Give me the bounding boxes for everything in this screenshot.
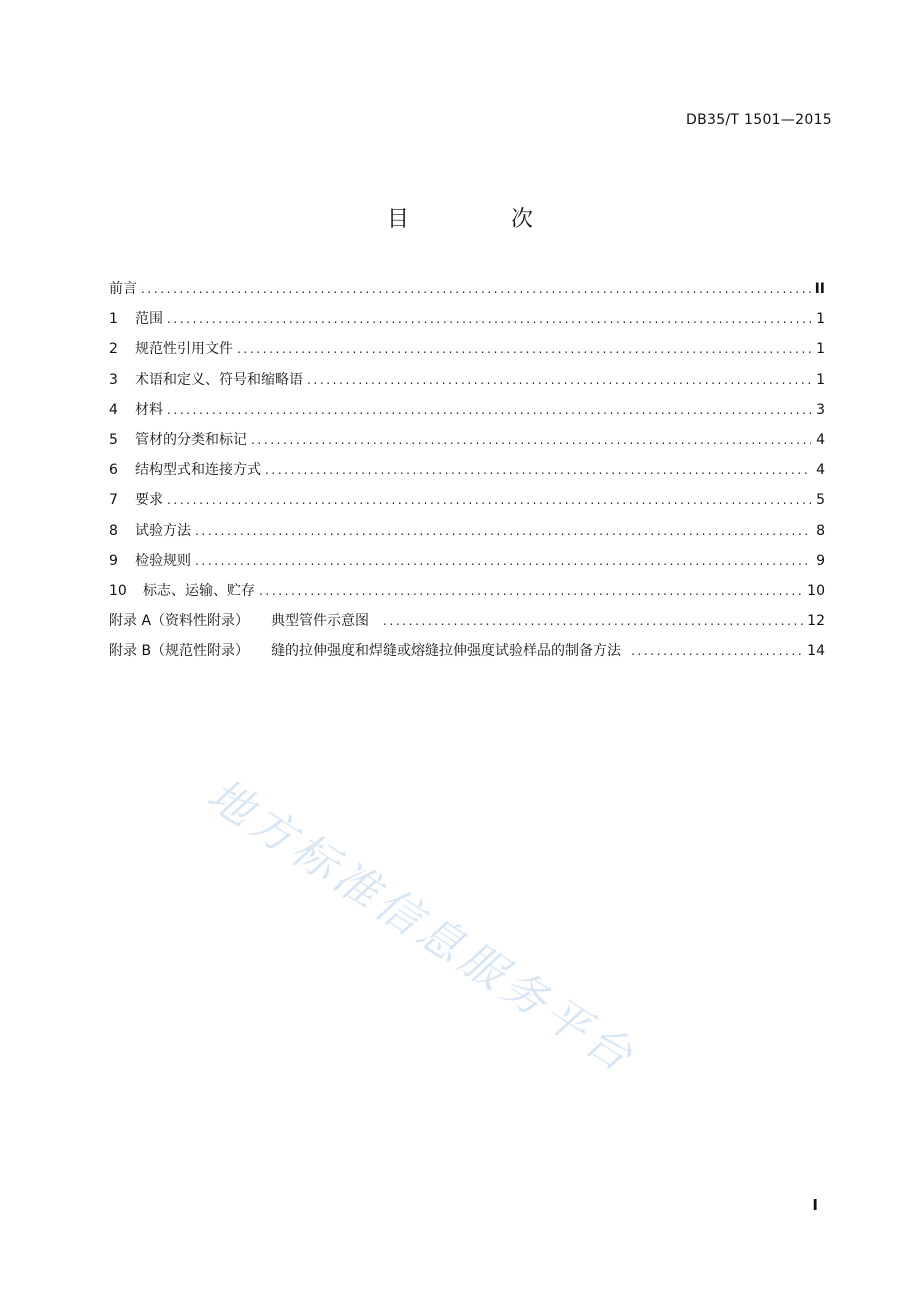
toc-entry-materials[interactable] bbox=[109, 399, 825, 429]
toc-entry-label: 结构型式和连接方式 bbox=[135, 462, 261, 479]
toc-entry-marking-transport[interactable] bbox=[109, 580, 825, 610]
toc-entry-page: 4 bbox=[816, 431, 825, 448]
toc-entry-number: 3 bbox=[109, 371, 118, 388]
toc-entry-label: 缝的拉伸强度和焊缝或熔缝拉伸强度试验样品的制备方法 bbox=[271, 643, 622, 660]
toc-entry-number: 附录 A（资料性附录） bbox=[109, 613, 250, 630]
toc-leader-dots bbox=[631, 644, 803, 658]
toc-leader-dots bbox=[195, 524, 811, 538]
toc-entry-test-methods[interactable] bbox=[109, 520, 825, 550]
toc-entry-scope[interactable] bbox=[109, 308, 825, 338]
toc-leader-dots bbox=[167, 312, 811, 326]
toc-entry-classification[interactable] bbox=[109, 429, 825, 459]
toc-leader-dots bbox=[251, 433, 811, 447]
toc-leader-dots bbox=[383, 614, 803, 628]
toc-entry-page: 3 bbox=[816, 401, 825, 418]
toc-entry-number: 5 bbox=[109, 431, 118, 448]
toc-entry-label: 要求 bbox=[135, 492, 163, 509]
toc-entry-label: 管材的分类和标记 bbox=[135, 431, 247, 448]
toc-entry-structure[interactable] bbox=[109, 459, 825, 489]
toc-entry-terms[interactable] bbox=[109, 369, 825, 399]
toc-entry-number: 6 bbox=[109, 462, 118, 479]
toc-entry-label: 标志、运输、贮存 bbox=[143, 582, 255, 599]
toc-entry-page: 1 bbox=[816, 311, 825, 328]
standard-code: DB35/T 1501—2015 bbox=[686, 112, 832, 128]
toc-entry-annex-a[interactable] bbox=[109, 610, 825, 640]
toc-entry-annex-b[interactable] bbox=[109, 640, 825, 670]
page-title: 目 次 bbox=[386, 207, 573, 232]
toc-entry-number: 4 bbox=[109, 401, 118, 418]
toc-entry-label: 检验规则 bbox=[135, 552, 191, 569]
toc-entry-number: 2 bbox=[109, 341, 118, 358]
toc-entry-page: 4 bbox=[816, 462, 825, 479]
toc-leader-dots bbox=[195, 554, 811, 568]
toc-entry-normative-references[interactable] bbox=[109, 338, 825, 368]
watermark bbox=[198, 760, 792, 1085]
toc-entry-page: 9 bbox=[816, 552, 825, 569]
toc-leader-dots bbox=[167, 493, 811, 507]
toc-leader-dots bbox=[167, 403, 811, 417]
toc-entry-number: 9 bbox=[109, 552, 118, 569]
toc-entry-label: 材料 bbox=[135, 401, 163, 418]
toc-entry-label: 试验方法 bbox=[135, 522, 191, 539]
toc-leader-dots bbox=[237, 342, 811, 356]
toc-entry-number: 7 bbox=[109, 492, 118, 509]
toc-entry-label: 规范性引用文件 bbox=[135, 341, 233, 358]
toc-entry-number: 1 bbox=[109, 311, 118, 328]
toc-entry-page: 8 bbox=[816, 522, 825, 539]
toc-entry-page: 14 bbox=[807, 643, 825, 660]
toc-leader-dots bbox=[259, 584, 803, 598]
toc-entry-number: 8 bbox=[109, 522, 118, 539]
toc-entry-number: 附录 B（规范性附录） bbox=[109, 643, 250, 660]
table-of-contents bbox=[109, 278, 825, 670]
toc-entry-label: 前言 bbox=[109, 281, 137, 297]
toc-entry-number: 10 bbox=[109, 582, 127, 599]
toc-leader-dots bbox=[307, 373, 811, 387]
toc-entry-page: 12 bbox=[807, 613, 825, 630]
toc-leader-dots bbox=[141, 282, 811, 296]
toc-entry-foreword[interactable] bbox=[109, 278, 825, 308]
toc-entry-page: II bbox=[814, 281, 825, 297]
toc-entry-page: 1 bbox=[816, 341, 825, 358]
toc-entry-page: 5 bbox=[816, 492, 825, 509]
toc-leader-dots bbox=[265, 463, 811, 477]
page-number: I bbox=[812, 1196, 818, 1214]
toc-entry-page: 1 bbox=[816, 371, 825, 388]
toc-entry-requirements[interactable] bbox=[109, 489, 825, 519]
toc-entry-label: 范围 bbox=[135, 311, 163, 328]
toc-entry-inspection-rules[interactable] bbox=[109, 550, 825, 580]
toc-entry-label: 术语和定义、符号和缩略语 bbox=[135, 371, 303, 388]
watermark-text: 地方标准信息服务平台 bbox=[198, 769, 646, 1085]
toc-entry-page: 10 bbox=[807, 582, 825, 599]
toc-entry-label: 典型管件示意图 bbox=[271, 613, 370, 630]
